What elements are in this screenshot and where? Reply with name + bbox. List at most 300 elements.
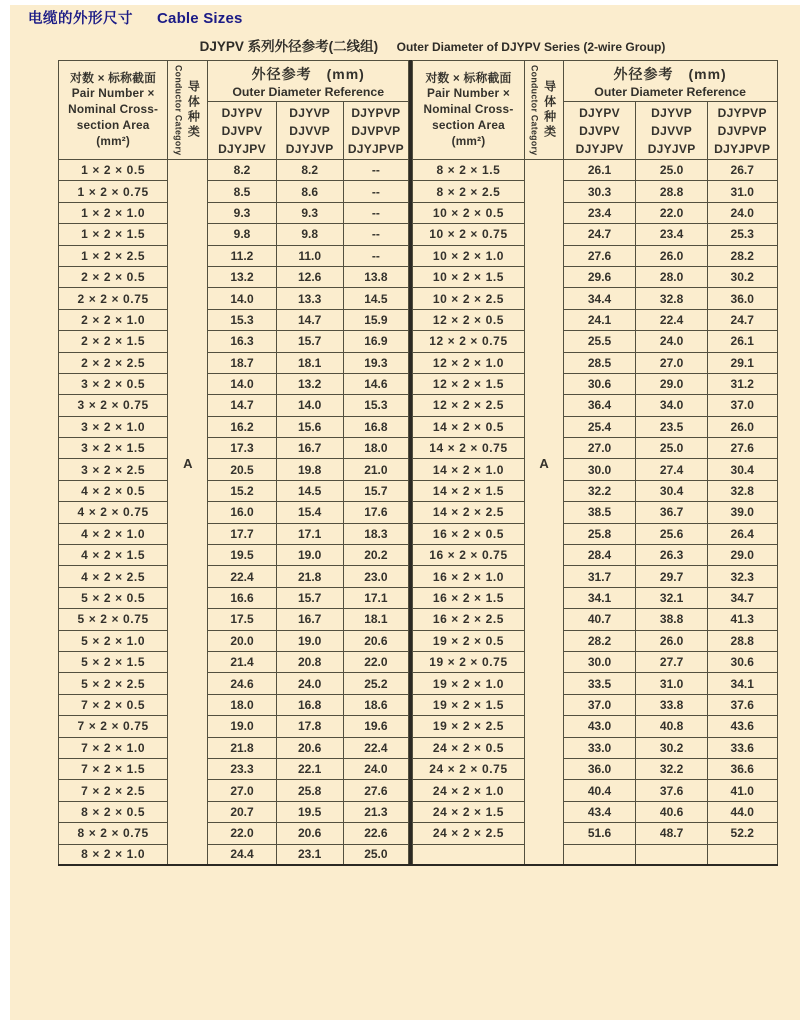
diameter-value-cell: 15.7 <box>343 480 408 501</box>
diameter-value-cell: 23.0 <box>343 566 408 587</box>
diameter-value-cell: 19.3 <box>343 352 408 373</box>
conductor-category-value: A <box>183 456 193 471</box>
table-row <box>412 566 777 587</box>
diameter-value-cell: 27.0 <box>563 438 636 459</box>
diameter-value-cell: 14.7 <box>208 395 276 416</box>
pair-size-cell: 4 × 2 × 0.75 <box>59 502 168 523</box>
diameter-value-cell: 13.8 <box>343 266 408 287</box>
pair-size-cell: 16 × 2 × 0.5 <box>412 523 525 544</box>
diameter-value-cell: 11.2 <box>208 245 276 266</box>
diameter-value-cell: 13.2 <box>208 266 276 287</box>
diameter-value-cell: 33.8 <box>636 694 708 715</box>
diameter-value-cell: 26.4 <box>707 523 777 544</box>
diameter-value-cell: 18.0 <box>343 438 408 459</box>
diameter-value-cell: 34.0 <box>636 395 708 416</box>
model-column-header-djypv: DJYPV DJVPV DJYJPV <box>208 102 276 160</box>
diameter-value-cell: 25.0 <box>343 844 408 865</box>
diameter-value-cell: 37.0 <box>707 395 777 416</box>
diameter-value-cell: 24.0 <box>343 758 408 779</box>
pair-size-cell: 5 × 2 × 1.0 <box>59 630 168 651</box>
diameter-value-cell: 21.4 <box>208 651 276 672</box>
diameter-value-cell: 16.8 <box>343 416 408 437</box>
diameter-value-cell: 15.3 <box>343 395 408 416</box>
table-row <box>59 694 409 715</box>
diameter-value-cell: 20.6 <box>276 823 343 844</box>
table-row <box>59 416 409 437</box>
pair-size-cell: 24 × 2 × 2.5 <box>412 823 525 844</box>
conductor-category-label-zh: 导体种类 <box>542 80 557 140</box>
diameter-value-cell: 18.7 <box>208 352 276 373</box>
pair-size-cell: 10 × 2 × 1.5 <box>412 266 525 287</box>
diameter-value-cell: 34.1 <box>707 673 777 694</box>
table-row <box>412 780 777 801</box>
diameter-value-cell: 40.7 <box>563 609 636 630</box>
diameter-value-cell: 36.0 <box>563 758 636 779</box>
table-row <box>412 288 777 309</box>
pair-size-cell: 24 × 2 × 0.5 <box>412 737 525 758</box>
diameter-value-cell: 20.6 <box>276 737 343 758</box>
diameter-value-cell: 20.0 <box>208 630 276 651</box>
table-row <box>59 160 409 181</box>
diameter-value-cell: 31.2 <box>707 373 777 394</box>
table-row <box>412 801 777 822</box>
diameter-value-cell: 43.6 <box>707 716 777 737</box>
pair-size-cell: 19 × 2 × 2.5 <box>412 716 525 737</box>
diameter-value-cell: 48.7 <box>636 823 708 844</box>
diameter-value-cell: 24.7 <box>563 224 636 245</box>
diameter-value-cell: 28.2 <box>563 630 636 651</box>
pair-size-cell: 12 × 2 × 2.5 <box>412 395 525 416</box>
table-header <box>59 61 409 160</box>
table-row <box>412 651 777 672</box>
table-row <box>59 266 409 287</box>
pair-size-cell: 5 × 2 × 1.5 <box>59 651 168 672</box>
diameter-value-cell: 20.2 <box>343 545 408 566</box>
diameter-value-cell: 38.5 <box>563 502 636 523</box>
diameter-value-cell: 30.4 <box>636 480 708 501</box>
pair-size-cell: 8 × 2 × 2.5 <box>412 181 525 202</box>
pair-size-cell: 12 × 2 × 0.75 <box>412 331 525 352</box>
table-row <box>412 309 777 330</box>
diameter-value-cell: 36.4 <box>563 395 636 416</box>
table-row <box>59 673 409 694</box>
table-title <box>10 35 800 56</box>
diameter-value-cell: -- <box>343 160 408 181</box>
pair-size-cell: 3 × 2 × 1.5 <box>59 438 168 459</box>
pair-size-cell: 14 × 2 × 2.5 <box>412 502 525 523</box>
diameter-value-cell: 29.1 <box>707 352 777 373</box>
table-row <box>59 523 409 544</box>
diameter-value-cell: 28.0 <box>636 266 708 287</box>
pair-size-cell: 19 × 2 × 0.75 <box>412 651 525 672</box>
pair-size-cell: 8 × 2 × 1.0 <box>59 844 168 865</box>
pair-size-cell: 8 × 2 × 1.5 <box>412 160 525 181</box>
pair-size-cell: 7 × 2 × 0.5 <box>59 694 168 715</box>
table-row <box>59 609 409 630</box>
model-column-header-djyvp: DJYVP DJVVP DJYJVP <box>636 102 708 160</box>
pair-size-cell: 3 × 2 × 0.5 <box>59 373 168 394</box>
diameter-value-cell: 27.4 <box>636 459 708 480</box>
page-title-en: Cable Sizes <box>157 10 243 27</box>
diameter-value-cell: 24.1 <box>563 309 636 330</box>
diameter-value-cell: 17.3 <box>208 438 276 459</box>
diameter-value-cell: 30.0 <box>563 651 636 672</box>
diameter-value-cell: 41.0 <box>707 780 777 801</box>
table-row <box>59 823 409 844</box>
diameter-value-cell: 52.2 <box>707 823 777 844</box>
diameter-value-cell: 19.0 <box>276 545 343 566</box>
diameter-value-cell: 17.6 <box>343 502 408 523</box>
diameter-value-cell: 19.8 <box>276 459 343 480</box>
diameter-value-cell: 28.2 <box>707 245 777 266</box>
table-row <box>59 844 409 865</box>
table-row <box>59 352 409 373</box>
pair-size-cell: 10 × 2 × 2.5 <box>412 288 525 309</box>
conductor-category-header <box>525 61 563 160</box>
diameter-value-cell: 17.5 <box>208 609 276 630</box>
diameter-value-cell: 32.2 <box>636 758 708 779</box>
table-row <box>59 202 409 223</box>
diameter-value-cell: 38.8 <box>636 609 708 630</box>
table-left-half <box>58 60 409 866</box>
pair-size-cell: 5 × 2 × 0.75 <box>59 609 168 630</box>
table-row <box>412 844 777 865</box>
diameter-value-cell: 24.0 <box>636 331 708 352</box>
diameter-value-cell: 25.8 <box>276 780 343 801</box>
diameter-value-cell: 24.0 <box>707 202 777 223</box>
pair-size-cell: 10 × 2 × 1.0 <box>412 245 525 266</box>
diameter-value-cell: 9.3 <box>208 202 276 223</box>
diameter-value-cell: 28.8 <box>707 630 777 651</box>
table-row <box>59 459 409 480</box>
diameter-value-cell: 23.3 <box>208 758 276 779</box>
table-row <box>412 438 777 459</box>
pair-number-header: 对数 × 标称截面 Pair Number × Nominal Cross- section Area (mm²) <box>59 61 168 160</box>
table-row <box>412 758 777 779</box>
diameter-value-cell: 19.5 <box>208 545 276 566</box>
pair-size-cell: 4 × 2 × 1.0 <box>59 523 168 544</box>
diameter-value-cell: 23.1 <box>276 844 343 865</box>
diameter-value-cell: 27.7 <box>636 651 708 672</box>
pair-size-cell: 7 × 2 × 2.5 <box>59 780 168 801</box>
diameter-value-cell: 14.7 <box>276 309 343 330</box>
pair-size-cell: 7 × 2 × 0.75 <box>59 716 168 737</box>
table-row <box>412 352 777 373</box>
diameter-value-cell: 31.0 <box>636 673 708 694</box>
page-title <box>28 7 243 28</box>
pair-size-cell: 10 × 2 × 0.75 <box>412 224 525 245</box>
diameter-value-cell: 22.4 <box>636 309 708 330</box>
diameter-value-cell: -- <box>343 181 408 202</box>
pair-size-cell: 7 × 2 × 1.5 <box>59 758 168 779</box>
pair-size-cell: 2 × 2 × 1.5 <box>59 331 168 352</box>
pair-number-header: 对数 × 标称截面 Pair Number × Nominal Cross- section Area (mm²) <box>412 61 525 160</box>
diameter-value-cell: 29.0 <box>707 545 777 566</box>
diameter-value-cell: 8.2 <box>208 160 276 181</box>
diameter-value-cell: 30.2 <box>707 266 777 287</box>
diameter-value-cell <box>563 844 636 865</box>
table-row <box>412 331 777 352</box>
diameter-value-cell: 27.6 <box>707 438 777 459</box>
diameter-value-cell: 17.1 <box>276 523 343 544</box>
pair-size-cell: 14 × 2 × 1.5 <box>412 480 525 501</box>
table-row <box>59 438 409 459</box>
pair-size-cell: 14 × 2 × 0.5 <box>412 416 525 437</box>
pair-size-cell: 4 × 2 × 1.5 <box>59 545 168 566</box>
diameter-value-cell: 18.1 <box>276 352 343 373</box>
pair-size-cell: 12 × 2 × 0.5 <box>412 309 525 330</box>
table-row <box>59 758 409 779</box>
diameter-value-cell: 44.0 <box>707 801 777 822</box>
table-body-left <box>59 160 409 866</box>
pair-size-cell: 16 × 2 × 0.75 <box>412 545 525 566</box>
diameter-value-cell: 32.1 <box>636 587 708 608</box>
diameter-value-cell: 17.1 <box>343 587 408 608</box>
table-row <box>412 694 777 715</box>
diameter-value-cell: 31.7 <box>563 566 636 587</box>
diameter-value-cell: 25.8 <box>563 523 636 544</box>
diameter-value-cell: 25.2 <box>343 673 408 694</box>
conductor-category-cell <box>525 160 563 866</box>
diameter-value-cell: 28.8 <box>636 181 708 202</box>
diameter-value-cell: 26.7 <box>707 160 777 181</box>
diameter-value-cell: 26.1 <box>707 331 777 352</box>
diameter-value-cell: 24.4 <box>208 844 276 865</box>
diameter-value-cell: 14.0 <box>276 395 343 416</box>
table-row <box>59 737 409 758</box>
table-header <box>412 61 777 160</box>
diameter-value-cell: 16.7 <box>276 438 343 459</box>
diameter-value-cell: 34.1 <box>563 587 636 608</box>
diameter-value-cell: 23.4 <box>563 202 636 223</box>
diameter-value-cell: 39.0 <box>707 502 777 523</box>
diameter-value-cell: 16.3 <box>208 331 276 352</box>
diameter-value-cell: 19.6 <box>343 716 408 737</box>
model-column-header-djyvp: DJYVP DJVVP DJYJVP <box>276 102 343 160</box>
pair-size-cell: 3 × 2 × 2.5 <box>59 459 168 480</box>
diameter-value-cell: 17.8 <box>276 716 343 737</box>
diameter-value-cell: 30.6 <box>563 373 636 394</box>
diameter-value-cell: 13.3 <box>276 288 343 309</box>
table-row <box>412 202 777 223</box>
conductor-category-label-en: Conductor Category <box>529 64 540 156</box>
diameter-value-cell: 14.6 <box>343 373 408 394</box>
diameter-value-cell: 18.0 <box>208 694 276 715</box>
diameter-value-cell: 30.3 <box>563 181 636 202</box>
diameter-value-cell: 14.0 <box>208 288 276 309</box>
diameter-value-cell: 37.6 <box>636 780 708 801</box>
diameter-value-cell: 21.3 <box>343 801 408 822</box>
table-row <box>412 459 777 480</box>
table-row <box>59 224 409 245</box>
table-row <box>59 801 409 822</box>
table-row <box>59 331 409 352</box>
pair-size-cell: 7 × 2 × 1.0 <box>59 737 168 758</box>
conductor-category-label-en: Conductor Category <box>173 64 184 156</box>
diameter-value-cell: 26.0 <box>636 245 708 266</box>
pair-size-cell: 1 × 2 × 1.0 <box>59 202 168 223</box>
diameter-value-cell: 33.0 <box>563 737 636 758</box>
table-row <box>412 587 777 608</box>
diameter-value-cell: 19.0 <box>208 716 276 737</box>
diameter-value-cell: 20.6 <box>343 630 408 651</box>
table-row <box>59 587 409 608</box>
diameter-value-cell: 16.9 <box>343 331 408 352</box>
diameter-value-cell: 30.4 <box>707 459 777 480</box>
diameter-value-cell: 30.0 <box>563 459 636 480</box>
diameter-value-cell: 22.6 <box>343 823 408 844</box>
diameter-value-cell: -- <box>343 224 408 245</box>
table-row <box>59 630 409 651</box>
diameter-value-cell <box>636 844 708 865</box>
table-row <box>412 224 777 245</box>
diameter-value-cell: 36.7 <box>636 502 708 523</box>
table-row <box>412 716 777 737</box>
outer-diameter-header: 外径参考 (mm) Outer Diameter Reference <box>563 61 777 102</box>
page-title-zh: 电缆的外形尺寸 <box>28 11 133 27</box>
diameter-value-cell: 30.2 <box>636 737 708 758</box>
pair-size-cell: 2 × 2 × 0.5 <box>59 266 168 287</box>
pair-size-cell: 2 × 2 × 0.75 <box>59 288 168 309</box>
diameter-value-cell: 21.8 <box>208 737 276 758</box>
diameter-value-cell: 24.7 <box>707 309 777 330</box>
diameter-value-cell: 33.5 <box>563 673 636 694</box>
diameter-value-cell: 9.8 <box>208 224 276 245</box>
diameter-value-cell: 23.4 <box>636 224 708 245</box>
diameter-value-cell: 32.2 <box>563 480 636 501</box>
table-row <box>412 609 777 630</box>
pair-size-cell: 5 × 2 × 0.5 <box>59 587 168 608</box>
pair-size-cell: 1 × 2 × 0.5 <box>59 160 168 181</box>
diameter-value-cell: 25.5 <box>563 331 636 352</box>
table-row <box>59 480 409 501</box>
diameter-value-cell: 27.6 <box>343 780 408 801</box>
table-title-zh: DJYPV 系列外径参考(二线组) <box>199 39 379 54</box>
pair-size-cell: 3 × 2 × 1.0 <box>59 416 168 437</box>
pair-size-cell: 16 × 2 × 2.5 <box>412 609 525 630</box>
diameter-value-cell: 15.2 <box>208 480 276 501</box>
diameter-value-cell: 31.0 <box>707 181 777 202</box>
table-row <box>59 716 409 737</box>
diameter-value-cell: 18.6 <box>343 694 408 715</box>
diameter-value-cell: 25.4 <box>563 416 636 437</box>
pair-size-cell: 24 × 2 × 1.5 <box>412 801 525 822</box>
table-row <box>412 545 777 566</box>
table-row <box>59 288 409 309</box>
table-row <box>412 523 777 544</box>
diameter-value-cell: 8.6 <box>276 181 343 202</box>
diameter-value-cell: 16.7 <box>276 609 343 630</box>
diameter-value-cell: 43.0 <box>563 716 636 737</box>
diameter-value-cell: 34.7 <box>707 587 777 608</box>
pair-size-cell: 2 × 2 × 1.0 <box>59 309 168 330</box>
diameter-value-cell: 51.6 <box>563 823 636 844</box>
diameter-value-cell: 16.6 <box>208 587 276 608</box>
table-row <box>412 737 777 758</box>
pair-size-cell: 19 × 2 × 1.0 <box>412 673 525 694</box>
table-row <box>412 630 777 651</box>
diameter-value-cell: 16.2 <box>208 416 276 437</box>
pair-size-cell: 10 × 2 × 0.5 <box>412 202 525 223</box>
diameter-value-cell: 14.5 <box>343 288 408 309</box>
pair-size-cell: 12 × 2 × 1.5 <box>412 373 525 394</box>
diameter-value-cell: 20.8 <box>276 651 343 672</box>
pair-size-cell: 16 × 2 × 1.0 <box>412 566 525 587</box>
table-row <box>59 395 409 416</box>
diameter-value-cell: -- <box>343 245 408 266</box>
pair-size-cell: 19 × 2 × 1.5 <box>412 694 525 715</box>
table-row <box>59 502 409 523</box>
table-row <box>59 373 409 394</box>
conductor-category-header <box>168 61 208 160</box>
diameter-value-cell: 30.6 <box>707 651 777 672</box>
conductor-category-cell <box>168 160 208 866</box>
model-column-header-djypvp: DJYPVP DJVPVP DJYJPVP <box>707 102 777 160</box>
model-column-header-djypvp: DJYPVP DJVPVP DJYJPVP <box>343 102 408 160</box>
diameter-value-cell: 37.0 <box>563 694 636 715</box>
table-row <box>59 566 409 587</box>
diameter-value-cell: 16.8 <box>276 694 343 715</box>
diameter-value-cell: 9.3 <box>276 202 343 223</box>
pair-size-cell: 1 × 2 × 1.5 <box>59 224 168 245</box>
diameter-value-cell: 24.6 <box>208 673 276 694</box>
diameter-value-cell: 17.7 <box>208 523 276 544</box>
pair-size-cell: 1 × 2 × 0.75 <box>59 181 168 202</box>
table-row <box>412 480 777 501</box>
diameter-value-cell: 40.8 <box>636 716 708 737</box>
table-row <box>59 780 409 801</box>
diameter-value-cell: 14.0 <box>208 373 276 394</box>
pair-size-cell: 19 × 2 × 0.5 <box>412 630 525 651</box>
pair-size-cell: 12 × 2 × 1.0 <box>412 352 525 373</box>
diameter-value-cell: 29.6 <box>563 266 636 287</box>
pair-size-cell: 3 × 2 × 0.75 <box>59 395 168 416</box>
diameter-value-cell: -- <box>343 202 408 223</box>
table-row <box>412 373 777 394</box>
diameter-value-cell: 19.5 <box>276 801 343 822</box>
diameter-value-cell: 27.0 <box>636 352 708 373</box>
diameter-value-cell: 24.0 <box>276 673 343 694</box>
diameter-value-cell: 43.4 <box>563 801 636 822</box>
diameter-value-cell: 34.4 <box>563 288 636 309</box>
diameter-value-cell: 28.5 <box>563 352 636 373</box>
table-row <box>412 823 777 844</box>
diameter-value-cell <box>707 844 777 865</box>
diameter-value-cell: 22.4 <box>208 566 276 587</box>
diameter-value-cell: 21.8 <box>276 566 343 587</box>
diameter-value-cell: 26.1 <box>563 160 636 181</box>
diameter-value-cell: 26.3 <box>636 545 708 566</box>
diameter-value-cell: 14.5 <box>276 480 343 501</box>
diameter-value-cell: 25.0 <box>636 160 708 181</box>
table-row <box>412 416 777 437</box>
diameter-value-cell: 12.6 <box>276 266 343 287</box>
diameter-value-cell: 29.0 <box>636 373 708 394</box>
pair-size-cell: 24 × 2 × 1.0 <box>412 780 525 801</box>
diameter-value-cell: 27.6 <box>563 245 636 266</box>
diameter-value-cell: 22.1 <box>276 758 343 779</box>
diameter-value-cell: 22.0 <box>208 823 276 844</box>
diameter-value-cell: 26.0 <box>707 416 777 437</box>
diameter-value-cell: 11.0 <box>276 245 343 266</box>
diameter-value-cell: 37.6 <box>707 694 777 715</box>
table-title-en: Outer Diameter of DJYPV Series (2-wire Group) <box>396 40 666 54</box>
pair-size-cell: 2 × 2 × 2.5 <box>59 352 168 373</box>
pair-size-cell: 4 × 2 × 0.5 <box>59 480 168 501</box>
table-row <box>59 651 409 672</box>
diameter-value-cell: 9.8 <box>276 224 343 245</box>
diameter-value-cell: 29.7 <box>636 566 708 587</box>
